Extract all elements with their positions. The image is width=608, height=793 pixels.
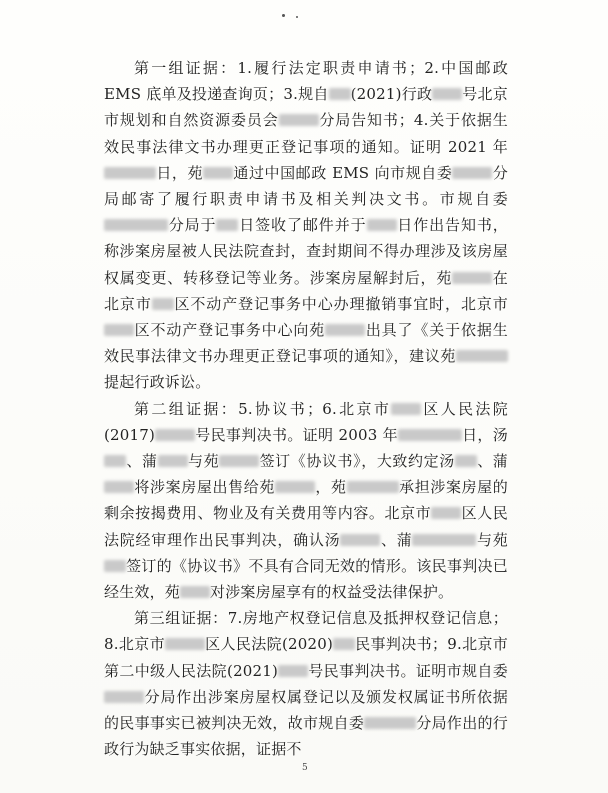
redaction-mask	[216, 219, 238, 231]
redaction-mask	[104, 455, 126, 467]
redaction-mask	[391, 403, 421, 415]
redaction-mask	[455, 455, 477, 467]
redaction-mask	[104, 324, 134, 336]
redaction-mask	[364, 717, 416, 729]
redaction-mask	[203, 167, 233, 179]
redaction-mask	[104, 691, 144, 703]
redaction-mask	[340, 534, 380, 546]
redaction-mask	[219, 455, 259, 467]
scan-speck	[282, 14, 285, 17]
redaction-mask	[333, 638, 355, 650]
redaction-mask	[452, 167, 492, 179]
redaction-mask	[104, 481, 134, 493]
redaction-mask	[398, 429, 462, 441]
page-number: 5	[302, 763, 308, 773]
redaction-mask	[452, 272, 492, 284]
redaction-mask	[432, 88, 462, 100]
redaction-mask	[431, 507, 461, 519]
redaction-mask	[158, 455, 188, 467]
redaction-mask	[180, 586, 210, 598]
evidence-group-2-paragraph: 第二组证据：5.协议书；6.北京市 区人民法院(2017) 号民事判决书。证明 2003 年 日，汤、蒲 与苑 签订《协议书》，大致约定汤 、蒲将涉案房屋出售给苑 ，苑 承担涉案房屋的剩余按揭费用、物业及有关费用等内容。北京市 区人民法院经审理作出民事判决，确认汤 、蒲 与苑签订的《协议书》不具有合同无效的情形。该民事判决已经生效，苑 对涉案房屋享有的权益受法律保护。	[104, 399, 509, 602]
redaction-mask	[152, 298, 174, 310]
evidence-group-3-paragraph: 第三组证据：7.房地产权登记信息及抵押权登记信息；8.北京市 区人民法院(2020) 民事判决书；9.北京市第二中级人民法院(2021) 号民事判决书。证明市规自委分局作出涉案房屋权属登记以及颁发权属证书所依据的民事事实已被判决无效，故市规自委 分局作出的行政行为缺乏事实依据，证据不	[104, 609, 509, 759]
redaction-mask	[367, 219, 397, 231]
redaction-mask	[412, 534, 476, 546]
document-body	[104, 55, 508, 762]
redaction-mask	[104, 560, 126, 572]
redaction-mask	[347, 481, 399, 493]
redaction-mask	[275, 481, 315, 493]
scan-speck	[296, 16, 298, 18]
evidence-group-1-paragraph: 第一组证据：1.履行法定职责申请书；2.中国邮政 EMS 底单及投递查询页；3.规自 (2021)行政 号北京市规划和自然资源委员会 分局告知书；4.关于依据生效民事法律文书办理更正登记事项的通知。证明 2021 年日，苑 通过中国邮政 EMS 向市规自委 分局邮寄了履行职责申请书及相关判决文书。市规自委分局于 日签收了邮件并于 日作出告知书，称涉案房屋被人民法院查封，查封期间不得办理涉及该房屋权属变更、转移登记等业务。涉案房屋解封后，苑 在北京市 区不动产登记事务中心办理撤销事宜时，北京市区不动产登记事务中心向苑 出具了《关于依据生效民事法律文书办理更正登记事项的通知》，建议苑提起行政诉讼。	[104, 59, 508, 392]
redaction-mask	[329, 88, 351, 100]
redaction-mask	[456, 350, 508, 362]
redaction-mask	[325, 324, 365, 336]
redaction-mask	[155, 429, 195, 441]
redaction-mask	[104, 167, 156, 179]
redaction-mask	[278, 665, 308, 677]
redaction-mask	[279, 114, 319, 126]
redaction-mask	[104, 219, 168, 231]
redaction-mask	[165, 638, 205, 650]
